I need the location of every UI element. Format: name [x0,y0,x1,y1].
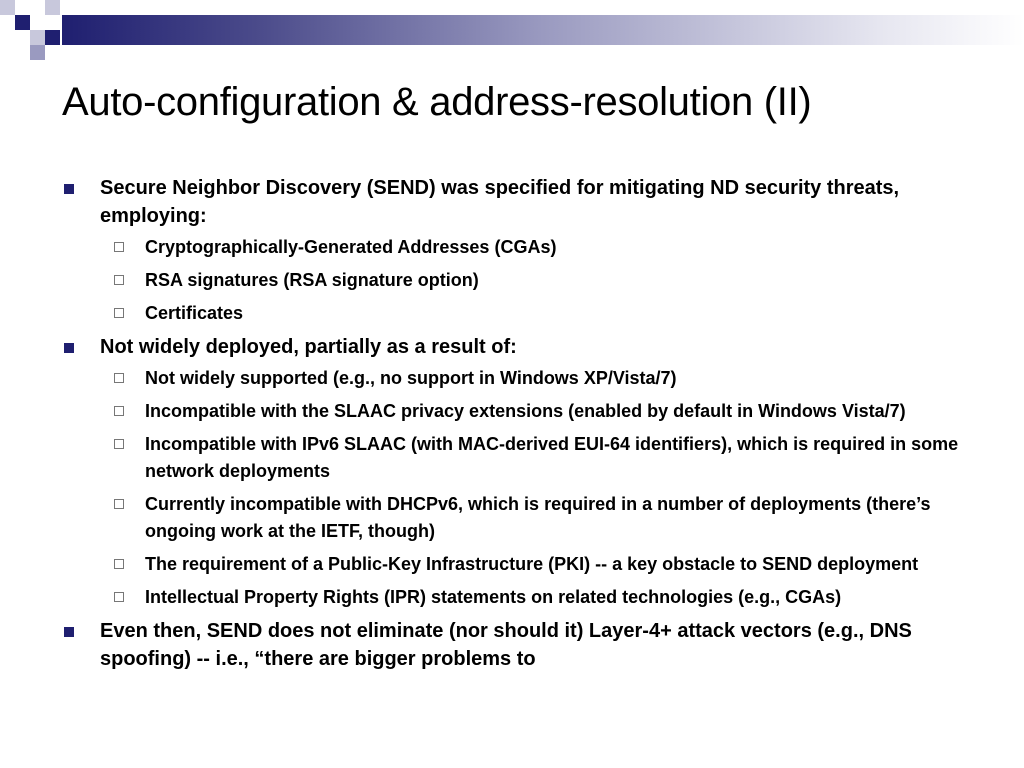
decor-square [60,0,76,15]
bullet-text: Not widely deployed, partially as a result of: [100,336,517,358]
slide-title: Auto-configuration & address-resolution (II) [62,80,812,124]
bullet-list [62,174,972,673]
hollow-square-bullet-icon [114,373,124,383]
hollow-square-bullet-icon [114,406,124,416]
hollow-square-bullet-icon [114,439,124,449]
sub-bullet-item [100,584,972,611]
square-bullet-icon [64,184,74,194]
bullet-item [62,617,972,673]
sub-bullet-list [100,365,972,611]
hollow-square-bullet-icon [114,275,124,285]
bullet-text: Even then, SEND does not eliminate (nor should it) Layer-4+ attack vectors (e.g., DNS spoofing) -- i.e., “there are bigger problems to [100,620,912,670]
hollow-square-bullet-icon [114,592,124,602]
header-gradient-bar [62,15,1024,45]
sub-bullet-item [100,431,972,485]
decor-square [15,15,30,30]
bullet-item [62,333,972,611]
hollow-square-bullet-icon [114,242,124,252]
sub-bullet-text: Incompatible with the SLAAC privacy extensions (enabled by default in Windows Vista/7) [145,401,906,421]
slide-body [62,174,972,679]
sub-bullet-item [100,300,972,327]
sub-bullet-text: RSA signatures (RSA signature option) [145,270,479,290]
sub-bullet-item [100,551,972,578]
decor-square [30,45,45,60]
decor-square [45,0,60,15]
sub-bullet-text: The requirement of a Public-Key Infrastructure (PKI) -- a key obstacle to SEND deployment [145,554,919,574]
square-bullet-icon [64,627,74,637]
sub-bullet-item [100,234,972,261]
sub-bullet-text: Certificates [145,303,244,323]
sub-bullet-item [100,267,972,294]
decor-square [30,30,45,45]
hollow-square-bullet-icon [114,559,124,569]
sub-bullet-text: Not widely supported (e.g., no support in Windows XP/Vista/7) [145,368,677,388]
square-bullet-icon [64,343,74,353]
decor-square [45,30,60,45]
hollow-square-bullet-icon [114,499,124,509]
sub-bullet-list [100,234,972,327]
sub-bullet-text: Incompatible with IPv6 SLAAC (with MAC-derived EUI-64 identifiers), which is required in some network deployments [145,434,959,481]
sub-bullet-text: Currently incompatible with DHCPv6, which is required in a number of deployments (there’s ongoing work at the IETF, though) [145,494,931,541]
hollow-square-bullet-icon [114,308,124,318]
sub-bullet-item [100,491,972,545]
bullet-item [62,174,972,327]
bullet-text: Secure Neighbor Discovery (SEND) was specified for mitigating ND security threats, employing: [100,177,900,227]
decor-square [45,15,60,30]
sub-bullet-text: Intellectual Property Rights (IPR) statements on related technologies (e.g., CGAs) [145,587,842,607]
decor-square [0,0,15,15]
sub-bullet-text: Cryptographically-Generated Addresses (CGAs) [145,237,557,257]
sub-bullet-item [100,365,972,392]
sub-bullet-item [100,398,972,425]
